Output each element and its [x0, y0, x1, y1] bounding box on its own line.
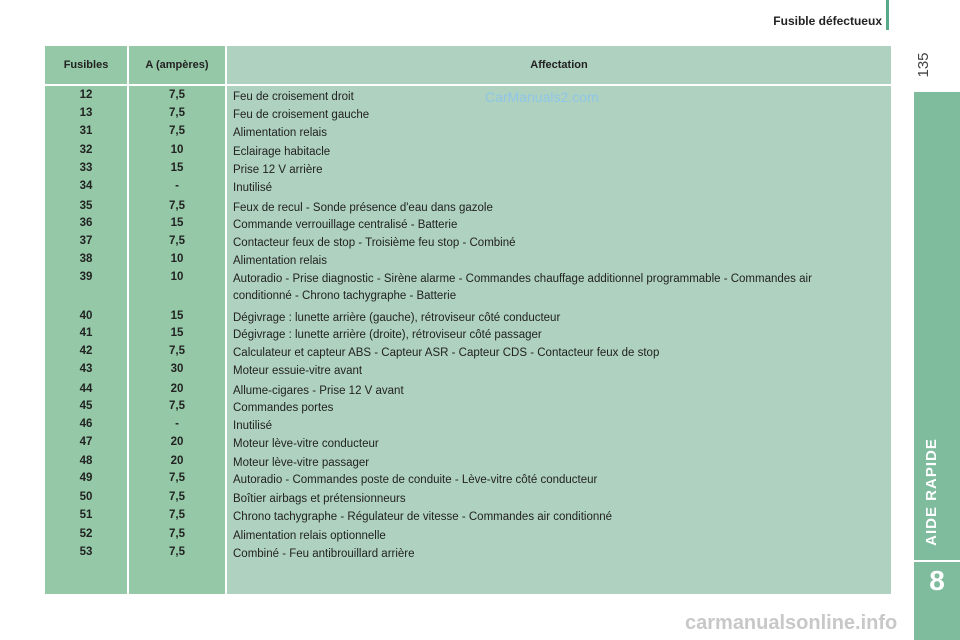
fuse-amperage: 20 — [170, 436, 184, 448]
fuse-assignment: Feu de croisement gauche — [233, 109, 370, 121]
fuse-amperage: 7,5 — [169, 400, 185, 412]
fuse-number: 37 — [79, 235, 93, 247]
fuse-number: 46 — [79, 418, 93, 430]
fuse-amperage: 7,5 — [169, 125, 185, 137]
fuse-assignment: Moteur lève-vitre passager — [233, 457, 370, 469]
fuse-assignment: Chrono tachygraphe - Régulateur de vitesse - Commandes air conditionné — [233, 511, 613, 523]
fuse-assignment: Prise 12 V arrière — [233, 164, 323, 176]
fuse-amperage: - — [175, 180, 179, 192]
fuse-number: 38 — [79, 253, 93, 265]
header-assignment: Affectation — [530, 59, 588, 71]
fuse-amperage: 7,5 — [169, 235, 185, 247]
chapter-side-label: AIDE RAPIDE — [923, 438, 940, 546]
fuse-assignment: Commande verrouillage centralisé - Batterie — [233, 219, 458, 231]
fuse-number: 43 — [79, 363, 93, 375]
fuse-number: 44 — [79, 383, 93, 395]
fuse-amperage: 7,5 — [169, 546, 185, 558]
fuse-assignment: Combiné - Feu antibrouillard arrière — [233, 548, 415, 560]
fuse-assignment: Feux de recul - Sonde présence d'eau dans gazole — [233, 202, 493, 214]
fuse-number: 33 — [79, 162, 93, 174]
header-fuses: Fusibles — [63, 59, 109, 71]
fuse-amperage: 30 — [170, 363, 184, 375]
fuse-assignment: Alimentation relais — [233, 127, 327, 139]
chapter-side-tab — [914, 92, 960, 640]
fuse-assignment: Inutilisé — [233, 182, 272, 194]
fuse-amperage: 10 — [170, 144, 184, 156]
fuse-assignment: Eclairage habitacle — [233, 146, 331, 158]
fuse-number: 53 — [79, 546, 93, 558]
fuse-assignment: Contacteur feux de stop - Troisième feu stop - Combiné — [233, 237, 516, 249]
fuse-assignment: Dégivrage : lunette arrière (gauche), rétroviseur côté conducteur — [233, 312, 561, 324]
fuse-assignment: Autoradio - Prise diagnostic - Sirène alarme - Commandes chauffage additionnel programmable - Commandes air conditionné - Chrono tachygraphe - Batterie — [233, 273, 812, 302]
header-amps: A (ampères) — [145, 59, 209, 71]
fuse-number: 45 — [79, 400, 93, 412]
fuse-amperage: 15 — [170, 162, 184, 174]
chapter-divider — [914, 560, 960, 562]
fuse-amperage: 10 — [170, 253, 184, 265]
fuse-amperage: 7,5 — [169, 89, 185, 101]
fuse-amperage: - — [175, 418, 179, 430]
fuse-amperage: 7,5 — [169, 509, 185, 521]
fuse-amperage: 10 — [170, 271, 184, 283]
header-divider — [45, 84, 891, 86]
fuse-number: 36 — [79, 217, 93, 229]
fuse-number: 49 — [79, 472, 93, 484]
fuse-number: 31 — [79, 125, 93, 137]
fuse-amperage: 15 — [170, 327, 184, 339]
fuse-amperage: 20 — [170, 455, 184, 467]
fuse-number: 47 — [79, 436, 93, 448]
page-number: 135 — [915, 52, 932, 78]
fuse-amperage: 7,5 — [169, 472, 185, 484]
fuse-number: 12 — [79, 89, 93, 101]
fuse-number: 41 — [79, 327, 93, 339]
fuse-number: 48 — [79, 455, 93, 467]
fuse-number: 35 — [79, 200, 93, 212]
fuse-assignment: Commandes portes — [233, 402, 334, 414]
header-accent-bar — [886, 0, 889, 30]
fuse-number: 52 — [79, 528, 93, 540]
fuse-assignment: Alimentation relais — [233, 255, 327, 267]
fuse-assignment: Inutilisé — [233, 420, 272, 432]
fuse-number: 51 — [79, 509, 93, 521]
fuse-assignment: Dégivrage : lunette arrière (droite), rétroviseur côté passager — [233, 329, 542, 341]
fuse-assignment: Allume-cigares - Prise 12 V avant — [233, 385, 404, 397]
page-header-title: Fusible défectueux — [773, 14, 882, 28]
fuse-assignment: Boîtier airbags et prétensionneurs — [233, 493, 406, 505]
fuse-number: 13 — [79, 107, 93, 119]
fuse-assignment: Moteur lève-vitre conducteur — [233, 438, 379, 450]
fuse-amperage: 20 — [170, 383, 184, 395]
fuse-number: 50 — [79, 491, 93, 503]
fuse-amperage: 15 — [170, 217, 184, 229]
fuse-amperage: 15 — [170, 310, 184, 322]
fuse-number: 42 — [79, 345, 93, 357]
fuse-amperage: 7,5 — [169, 345, 185, 357]
fuse-amperage: 7,5 — [169, 528, 185, 540]
fuse-assignment: Autoradio - Commandes poste de conduite - Lève-vitre côté conducteur — [233, 474, 598, 486]
fuse-number: 39 — [79, 271, 93, 283]
fuse-number: 34 — [79, 180, 93, 192]
fuse-assignment: Calculateur et capteur ABS - Capteur ASR - Capteur CDS - Contacteur feux de stop — [233, 347, 660, 359]
fuse-number: 40 — [79, 310, 93, 322]
fuse-number: 32 — [79, 144, 93, 156]
fuse-amperage: 7,5 — [169, 200, 185, 212]
watermark-carmanuals: CarManuals2.com — [485, 89, 599, 105]
fuse-assignment: Alimentation relais optionnelle — [233, 530, 386, 542]
fuse-amperage: 7,5 — [169, 491, 185, 503]
fuse-assignment: Moteur essuie-vitre avant — [233, 365, 363, 377]
chapter-number: 8 — [929, 565, 945, 596]
watermark-carmanualsonline: carmanualsonline.info — [685, 612, 898, 634]
fuse-amperage: 7,5 — [169, 107, 185, 119]
fuse-table — [45, 46, 891, 594]
fuse-assignment: Feu de croisement droit — [233, 91, 354, 103]
